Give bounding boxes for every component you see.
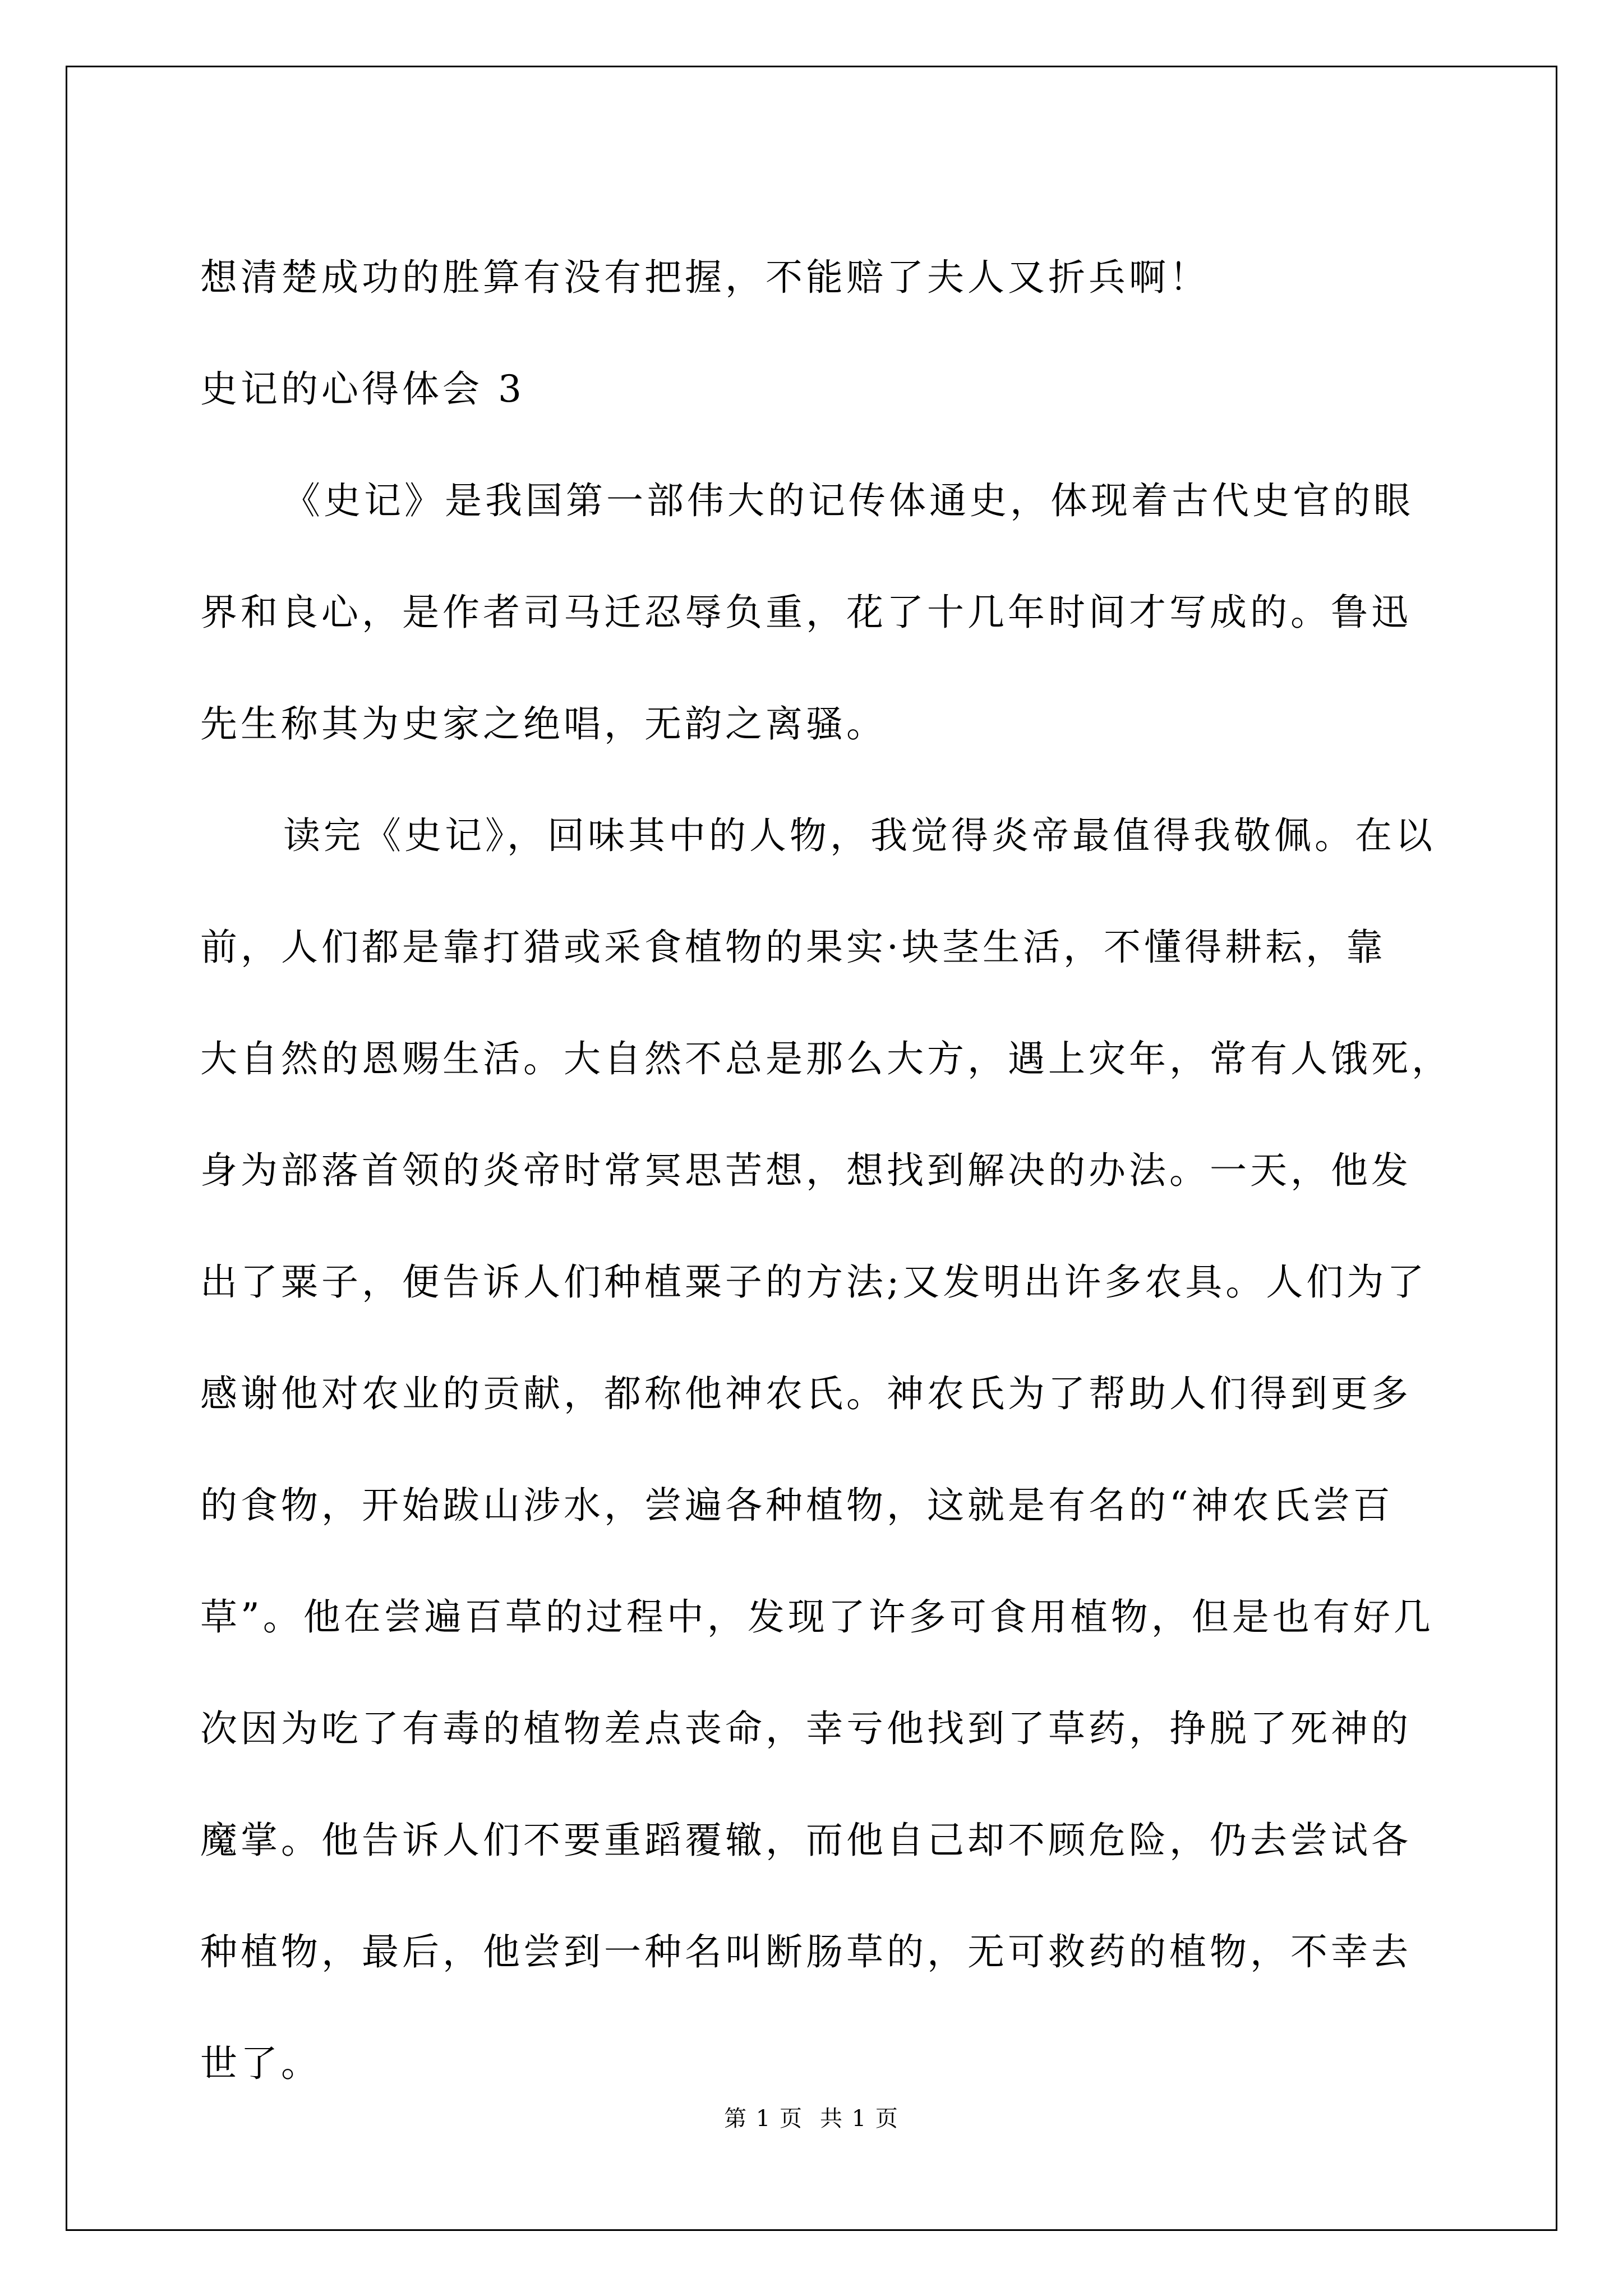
text-line: 世了。 [200,2042,321,2085]
text-line: 身为部落首领的炎帝时常冥思苦想，想找到解决的办法。一天，他发 [200,1149,1412,1192]
section-heading: 史记的心得体会 3 [200,367,525,411]
text-line: 次因为吃了有毒的植物差点丧命，幸亏他找到了草药，挣脱了死神的 [200,1707,1412,1750]
text-line: 的食物，开始跋山涉水，尝遍各种植物，这就是有名的“神农氏尝百 [200,1484,1394,1527]
text-line: 出了粟子，便告诉人们种植粟子的方法;又发明出许多农具。人们为了 [200,1260,1428,1304]
text-line: 前，人们都是靠打猎或采食植物的果实·块茎生活，不懂得耕耘，靠 [200,926,1386,969]
text-line: 《史记》是我国第一部伟大的记传体通史，体现着古代史官的眼 [283,479,1414,522]
document-body [200,222,1452,2119]
text-line: 先生称其为史家之绝唱，无韵之离骚。 [200,702,887,746]
text-line: 读完《史记》，回味其中的人物，我觉得炎帝最值得我敬佩。在以 [283,814,1436,857]
text-line: 界和良心，是作者司马迁忍辱负重，花了十几年时间才写成的。鲁迅 [200,591,1412,634]
page-footer [0,2101,1623,2133]
text-line: 草”。他在尝遍百草的过程中，发现了许多可食用植物，但是也有好几 [200,1595,1434,1639]
text-line: 种植物，最后，他尝到一种名叫断肠草的，无可救药的植物，不幸去 [200,1930,1412,1973]
text-line: 大自然的恩赐生活。大自然不总是那么大方，遇上灾年，常有人饿死， [200,1037,1452,1080]
page-number-total: 共 1 页 [820,2106,899,2132]
text-line: 想清楚成功的胜算有没有把握，不能赔了夫人又折兵啊！ [200,256,1210,299]
page-number-current: 第 1 页 [724,2106,803,2132]
text-line: 魔掌。他告诉人们不要重蹈覆辙，而他自己却不顾危险，仍去尝试各 [200,1819,1412,1862]
text-line: 感谢他对农业的贡献，都称他神农氏。神农氏为了帮助人们得到更多 [200,1372,1412,1415]
